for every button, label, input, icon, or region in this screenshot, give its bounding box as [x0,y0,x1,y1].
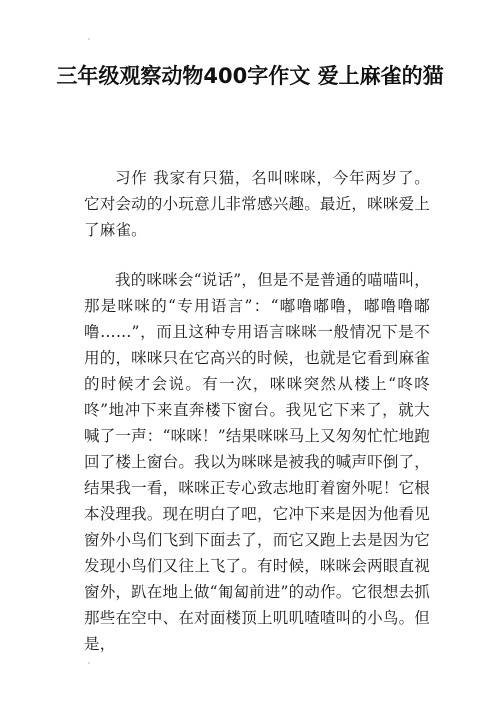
scan-speck [88,662,90,664]
paragraph-2: 我的咪咪会“说话”，但是不是普通的喵喵叫，那是咪咪的“专用语言”：“嘟噜嘟噜，嘟噜噜嘟噜……”，而且这种专用语言咪咪一般情况下是不用的，咪咪只在它高兴的时候，也就是它看到麻雀的时候才会说。有一次，咪咪突然从楼上“咚咚咚”地冲下来直奔楼下窗台。我见它下来了，就大喊了一声：“咪咪！”结果咪咪马上又匆匆忙忙地跑回了楼上窗台。我以为咪咪是被我的喊声吓倒了，结果我一看，咪咪正专心致志地盯着窗外呢！它根本没理我。现在明白了吧，它冲下来是因为他看见窗外小鸟们飞到下面去了，而它又跑上去是因为它发现小鸟们又往上飞了。有时候，咪咪会两眼直视窗外，趴在地上做“匍匐前进”的动作。它很想去抓那些在空中、在对面楼顶上叽叽喳喳叫的小鸟。但是， [84,271,430,653]
document-body [84,165,430,657]
scan-speck [88,38,90,40]
document-title: 三年级观察动物400字作文 爱上麻雀的猫 [56,64,444,88]
paragraph-1: 习作 我家有只猫，名叫咪咪，今年两岁了。它对会动的小玩意儿非常感兴趣。最近，咪咪爱上了麻雀。 [84,169,430,239]
